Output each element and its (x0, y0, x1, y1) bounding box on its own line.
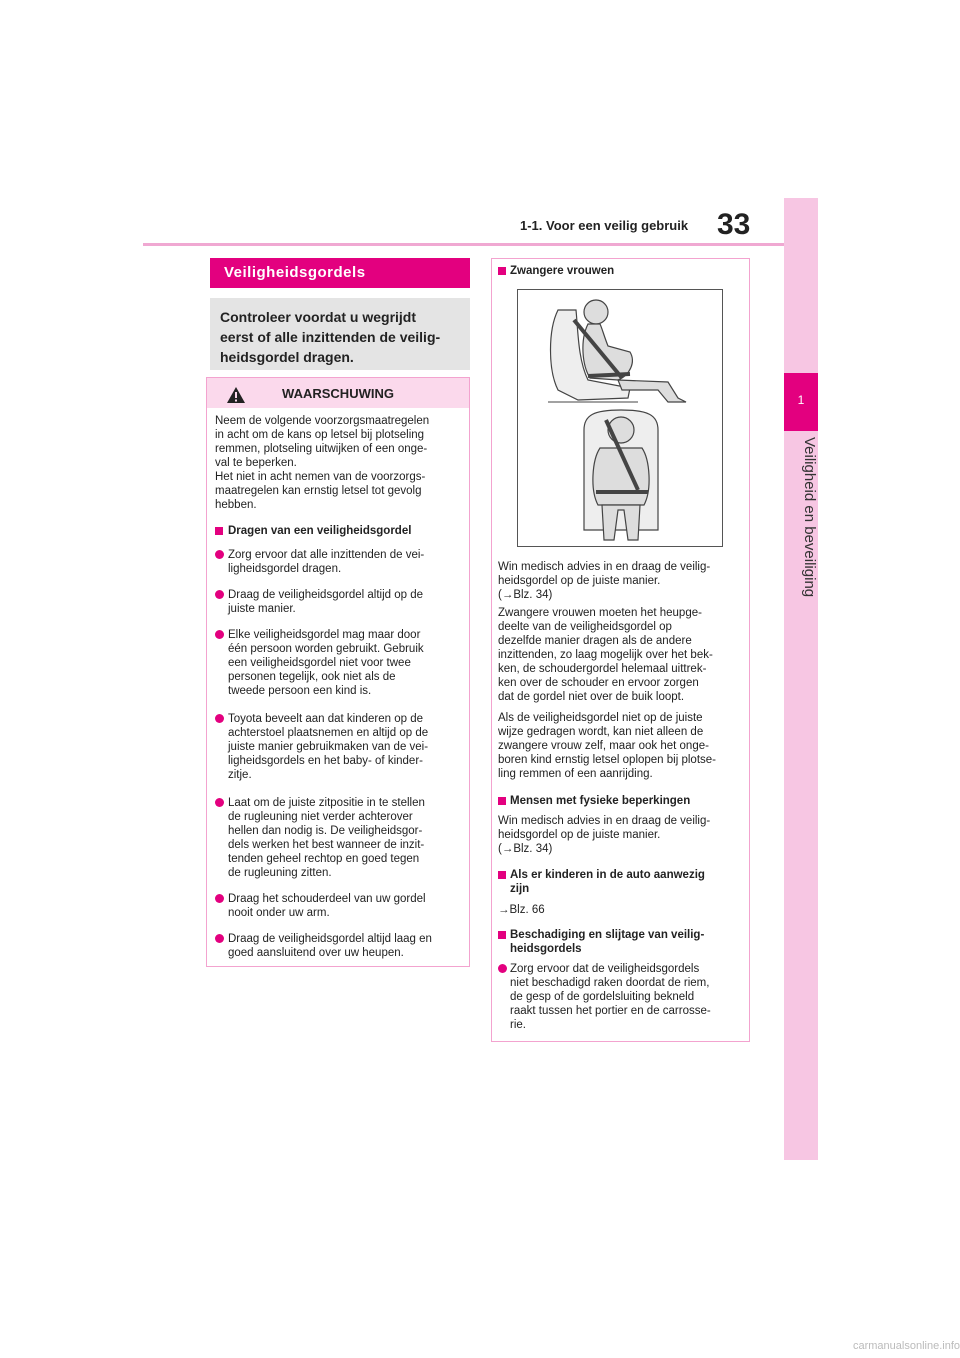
children-heading: Als er kinderen in de auto aanwezig zijn (498, 868, 746, 896)
bullet-dot-icon (215, 798, 224, 807)
section-title: 1-1. Voor een veilig gebruik (520, 218, 689, 233)
bullet-dot-icon (215, 550, 224, 559)
square-bullet-icon (215, 527, 223, 535)
bullet-dot-icon (215, 934, 224, 943)
pregnant-paragraph-2: Zwangere vrouwen moeten het heupge- deelte van de veiligheidsgordel op dezelfde manier dragen als de andere inzittenden, zo laag mogelijk over het bek- ken, de schoudergordel helemaal uittrek- ken over de schouder en ervoor zorgen dat de gordel niet over de buik loopt. (498, 607, 713, 703)
text-line: hebben. (215, 499, 257, 511)
disabled-paragraph: Win medisch advies in en draag de veilig- heidsgordel op de juiste manier. (→Blz. 34) (498, 815, 711, 855)
warning-intro (215, 414, 467, 512)
bullet-dot-icon (215, 630, 224, 639)
bullet-dot-icon (498, 964, 507, 973)
square-bullet-icon (498, 797, 506, 805)
list-item: Elke veiligheidsgordel mag maar door één persoon worden gebruikt. Gebruik een veiligheidsgordel niet voor twee personen tegelijk, ook niet als de tweede persoon een kind is. (215, 628, 465, 698)
damage-bullet: Zorg ervoor dat de veiligheidsgordels niet beschadigd raken doordat de riem, de gesp of de gordelsluiting bekneld raakt tussen het portier en de carrosse- rie. (498, 962, 746, 1032)
header-rule (143, 243, 785, 246)
list-item: Laat om de juiste zitpositie in te stellen de rugleuning niet verder achterover hellen dan nodig is. De veiligheidsgor- dels werken het best wanneer de inzit- tenden geheel rechtop en goed tegen de rugleuning zitten. (215, 796, 465, 880)
disabled-heading: Mensen met fysieke beperkingen (498, 794, 746, 808)
children-reference-link[interactable]: →Blz. 66 (498, 904, 545, 916)
list-item: Draag de veiligheidsgordel altijd laag en goed aansluitend over uw heupen. (215, 932, 465, 960)
chapter-tab-strip (784, 198, 818, 1160)
intro-line: eerst of alle inzittenden de veilig- (220, 329, 441, 345)
watermark: carmanualsonline.info (852, 1340, 960, 1352)
section-heading: Veiligheidsgordels (210, 258, 470, 288)
seatbelt-figure-icon (518, 290, 722, 546)
intro-box (210, 298, 470, 370)
text-line: maatregelen kan ernstig letsel tot gevolg (215, 485, 422, 497)
square-bullet-icon (498, 267, 506, 275)
bullet-dot-icon (215, 590, 224, 599)
pregnant-paragraph-1: Win medisch advies in en draag de veilig- heidsgordel op de juiste manier. (→Blz. 34) (498, 561, 711, 601)
intro-line: Controleer voordat u wegrijdt (220, 309, 417, 325)
intro-line: heidsgordel dragen. (220, 349, 354, 365)
pregnant-seatbelt-illustration (517, 289, 723, 547)
list-item: Zorg ervoor dat alle inzittenden de vei- ligheidsgordel dragen. (215, 548, 465, 576)
text-line: Neem de volgende voorzorgsmaatregelen (215, 415, 430, 427)
square-bullet-icon (498, 871, 506, 879)
pregnant-heading: Zwangere vrouwen (498, 264, 746, 278)
warning-header (207, 378, 469, 408)
square-bullet-icon (498, 931, 506, 939)
damage-heading: Beschadiging en slijtage van veilig- heidsgordels (498, 928, 746, 956)
chapter-number: 1 (797, 393, 805, 407)
warning-subheading: Dragen van een veiligheidsgordel (215, 524, 465, 538)
text-line: remmen, plotseling uitwijken of een onge- (215, 443, 428, 455)
text-line: Het niet in acht nemen van de voorzorgs- (215, 471, 426, 483)
bullet-dot-icon (215, 894, 224, 903)
list-item: Draag het schouderdeel van uw gordel nooit onder uw arm. (215, 892, 465, 920)
list-item: Draag de veiligheidsgordel altijd op de juiste manier. (215, 588, 465, 616)
page-number: 33 (717, 208, 751, 241)
warning-triangle-icon (226, 386, 246, 404)
warning-box (206, 377, 470, 967)
text-line: val te beperken. (215, 457, 297, 469)
text-line: in acht om de kans op letsel bij plotseling (215, 429, 425, 441)
warning-title: WAARSCHUWING (282, 386, 394, 401)
chapter-label: Veiligheid en beveiliging (801, 437, 818, 598)
bullet-dot-icon (215, 714, 224, 723)
list-item: Toyota beveelt aan dat kinderen op de achterstoel plaatsnemen en altijd op de juiste manier gebruikmaken van de vei- ligheidsgordels en het baby- of kinder- zitje. (215, 712, 465, 782)
pregnant-paragraph-3: Als de veiligheidsgordel niet op de juiste wijze gedragen wordt, kan niet alleen de zwangere vrouw zelf, maar ook het onge- boren kind ernstig letsel oplopen bij plotse- ling remmen of een aanrijding. (498, 712, 716, 780)
